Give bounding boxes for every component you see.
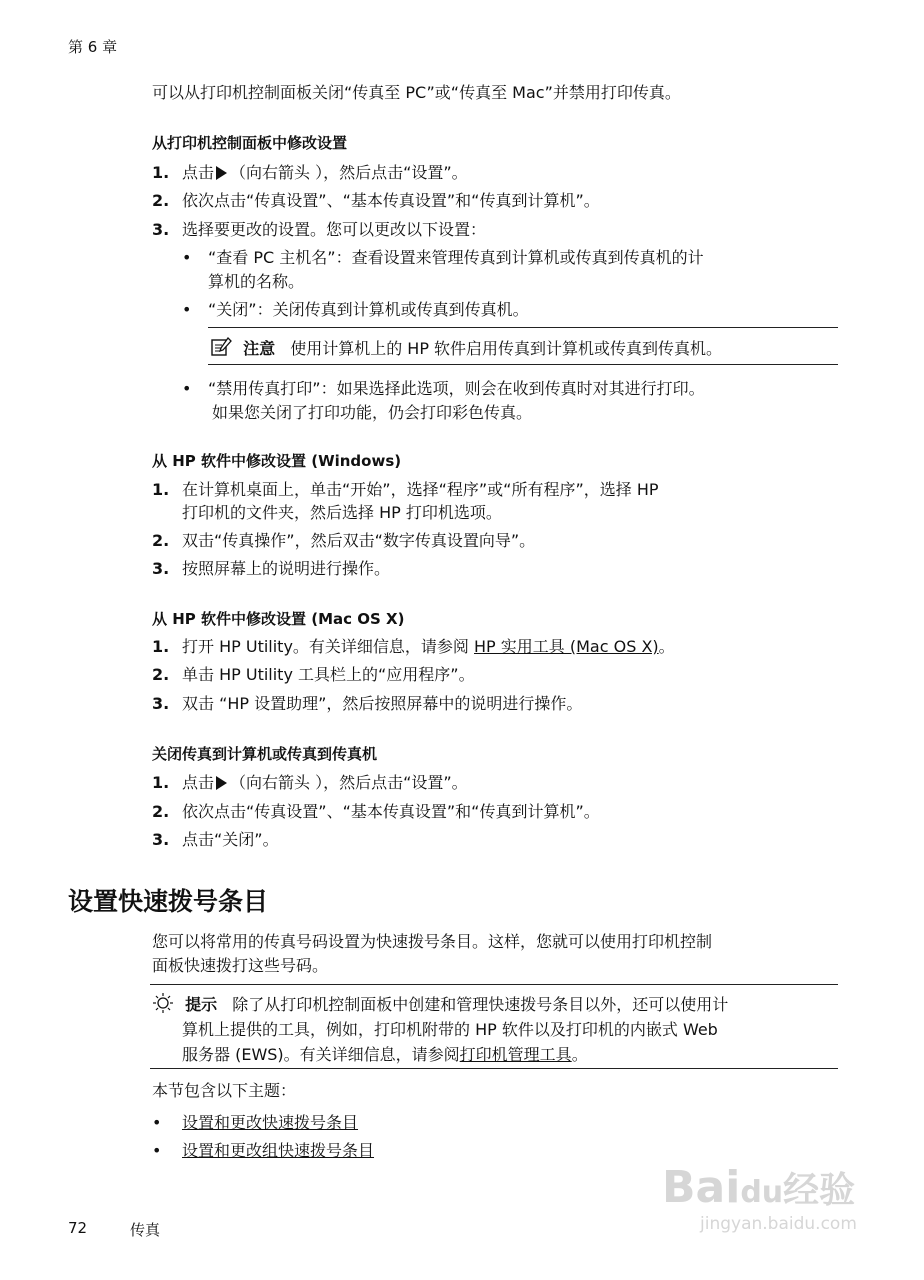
- tip-line: 算机上提供的工具，例如，打印机附带的 HP 软件以及打印机的内嵌式 Web: [182, 1020, 718, 1039]
- right-arrow-icon: [216, 166, 227, 180]
- list-item: 2. 依次点击“传真设置”、“基本传真设置”和“传真到计算机”。: [152, 191, 600, 210]
- right-arrow-icon: [216, 776, 227, 790]
- section-title-off: 关闭传真到计算机或传真到传真机: [152, 745, 378, 763]
- list-item: 3. 双击 “HP 设置助理”，然后按照屏幕中的说明进行操作。: [152, 694, 583, 713]
- note-pencil-icon: [210, 337, 232, 357]
- list-item: 3. 按照屏幕上的说明进行操作。: [152, 559, 391, 578]
- list-item: 3. 选择要更改的设置。您可以更改以下设置：: [152, 220, 487, 239]
- watermark-url: jingyan.baidu.com: [700, 1214, 857, 1234]
- note-top-rule: [208, 327, 838, 328]
- section-title-windows: 从 HP 软件中修改设置 (Windows): [152, 452, 402, 470]
- note: 注意 使用计算机上的 HP 软件启用传真到计算机或传真到传真机。: [210, 336, 722, 359]
- topics-intro: 本节包含以下主题：: [152, 1081, 297, 1100]
- list-item: 2. 双击“传真操作”，然后双击“数字传真设置向导”。: [152, 531, 536, 550]
- list-item: 1. 在计算机桌面上，单击“开始”，选择“程序”或“所有程序”，选择 HP: [152, 480, 659, 499]
- bullet-item: • “查看 PC 主机名”：查看设置来管理传真到计算机或传真到传真机的计: [182, 248, 704, 267]
- hp-utility-link[interactable]: HP 实用工具 (Mac OS X): [474, 637, 659, 656]
- speed-paragraph: 您可以将常用的传真号码设置为快速拨号条目。这样，您就可以使用打印机控制: [152, 932, 713, 951]
- watermark-logo: Baidu经验: [662, 1162, 856, 1213]
- chapter-header: 第 6 章: [68, 38, 118, 56]
- tip-line: 服务器 (EWS)。有关详细信息，请参阅打印机管理工具。: [182, 1045, 588, 1064]
- topic-link-speed-dial[interactable]: 设置和更改快速拨号条目: [182, 1113, 359, 1132]
- bullet-item: • “关闭”：关闭传真到计算机或传真到传真机。: [182, 300, 529, 319]
- tip: 提示 除了从打印机控制面板中创建和管理快速拨号条目以外，还可以使用计: [152, 992, 728, 1015]
- page-title: 设置快速拨号条目: [68, 887, 269, 916]
- bullet-item-cont: 如果您关闭了打印功能，仍会打印彩色传真。: [212, 403, 533, 422]
- list-item: 2. 依次点击“传真设置”、“基本传真设置”和“传真到计算机”。: [152, 802, 600, 821]
- bullet-item: • “禁用传真打印”：如果选择此选项，则会在收到传真时对其进行打印。: [182, 379, 705, 398]
- section-title-panel: 从打印机控制面板中修改设置: [152, 134, 348, 152]
- section-title-mac: 从 HP 软件中修改设置 (Mac OS X): [152, 610, 405, 628]
- tip-bottom-rule: [150, 1068, 838, 1069]
- list-item: 3. 点击“关闭”。: [152, 830, 279, 849]
- footer-section: 传真: [130, 1221, 161, 1239]
- page-number: 72: [68, 1219, 88, 1237]
- list-item: 2. 单击 HP Utility 工具栏上的“应用程序”。: [152, 665, 475, 684]
- tip-top-rule: [150, 984, 838, 985]
- topic-item: • 设置和更改组快速拨号条目: [152, 1141, 375, 1160]
- list-item-cont: 打印机的文件夹，然后选择 HP 打印机选项。: [182, 503, 502, 522]
- speed-paragraph-cont: 面板快速拨打这些号码。: [152, 956, 329, 975]
- bullet-item-cont: 算机的名称。: [208, 272, 305, 291]
- list-item: 1. 打开 HP Utility。有关详细信息，请参阅 HP 实用工具 (Mac OS X)。: [152, 637, 675, 656]
- intro-paragraph: 可以从打印机控制面板关闭“传真至 PC”或“传真至 Mac”并禁用打印传真。: [152, 83, 681, 102]
- topic-link-group-speed-dial[interactable]: 设置和更改组快速拨号条目: [182, 1141, 375, 1160]
- printer-management-tools-link[interactable]: 打印机管理工具: [459, 1045, 572, 1064]
- lightbulb-icon: [152, 992, 174, 1014]
- topic-item: • 设置和更改快速拨号条目: [152, 1113, 359, 1132]
- list-item: 1. 点击 （向右箭头 ），然后点击“设置”。: [152, 163, 468, 182]
- note-bottom-rule: [208, 364, 838, 365]
- list-item: 1. 点击 （向右箭头 ），然后点击“设置”。: [152, 773, 468, 792]
